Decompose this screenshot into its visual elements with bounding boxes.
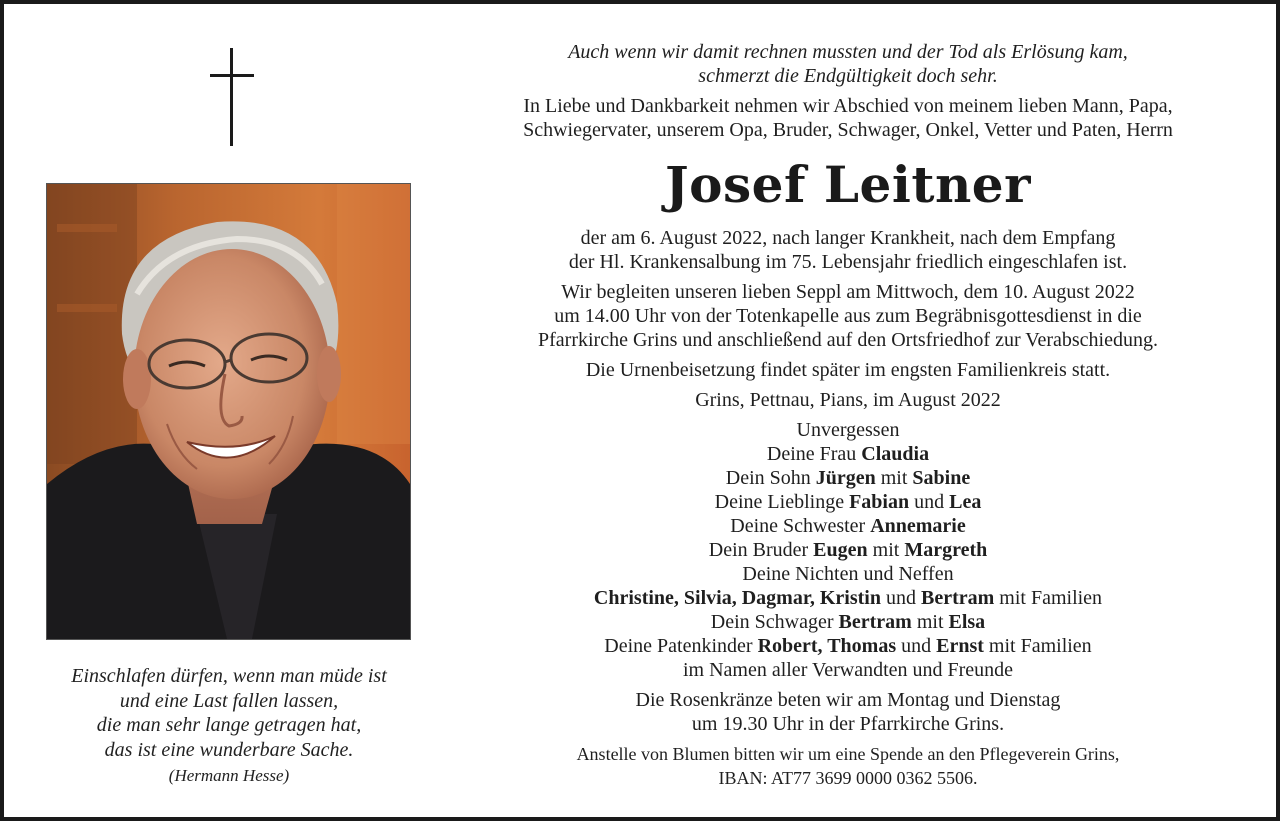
family-brother: Dein Bruder Eugen mit Margreth xyxy=(708,539,988,561)
donation-line: IBAN: AT77 3699 0000 0362 5506. xyxy=(718,768,978,788)
family-brother-in-law: Dein Schwager Bertram mit Elsa xyxy=(710,611,986,633)
place-date: Grins, Pettnau, Pians, im August 2022 xyxy=(695,389,1001,411)
family-godchildren: Deine Patenkinder Robert, Thomas und Ernst mit Familien xyxy=(604,635,1092,657)
family-relatives: im Namen aller Verwandten und Freunde xyxy=(682,659,1014,681)
unforgotten-heading: Unvergessen xyxy=(796,419,900,441)
funeral-line: Pfarrkirche Grins und anschließend auf den Ortsfriedhof zur Verabschiedung. xyxy=(538,329,1158,351)
family-grandchildren: Deine Lieblinge Fabian und Lea xyxy=(714,491,982,513)
poem-line: die man sehr lange getragen hat, xyxy=(96,714,362,736)
death-line: der am 6. August 2022, nach langer Krankheit, nach dem Empfang xyxy=(580,227,1116,249)
portrait-photo xyxy=(46,183,411,640)
family-nieces: Christine, Silvia, Dagmar, Kristin und Bertram mit Familien xyxy=(593,587,1103,609)
poem-line: und eine Last fallen lassen, xyxy=(119,689,339,712)
death-line: der Hl. Krankensalbung im 75. Lebensjahr friedlich eingeschlafen ist. xyxy=(568,251,1128,273)
poem-line: Einschlafen dürfen, wenn man müde ist xyxy=(71,665,387,687)
deceased-name: Josef Leitner xyxy=(665,155,1031,214)
family-son: Dein Sohn Jürgen mit Sabine xyxy=(725,467,971,489)
cross-icon xyxy=(210,48,254,146)
poem-author: (Hermann Hesse) xyxy=(168,766,290,785)
rosary-line: Die Rosenkränze beten wir am Montag und Dienstag xyxy=(635,689,1061,711)
funeral-line: Wir begleiten unseren lieben Seppl am Mittwoch, dem 10. August 2022 xyxy=(561,281,1135,303)
funeral-line: um 14.00 Uhr von der Totenkapelle aus zum Begräbnisgottesdienst in die xyxy=(554,305,1142,327)
motto-line: Auch wenn wir damit rechnen mussten und der Tod als Erlösung kam, xyxy=(568,41,1128,63)
rosary-line: um 19.30 Uhr in der Pfarrkirche Grins. xyxy=(691,713,1005,735)
motto-line: schmerzt die Endgültigkeit doch sehr. xyxy=(698,65,998,87)
intro-line: Schwiegervater, unserem Opa, Bruder, Schwager, Onkel, Vetter und Paten, Herrn xyxy=(523,119,1173,141)
urn-line: Die Urnenbeisetzung findet später im engsten Familienkreis statt. xyxy=(585,359,1111,381)
family-sister: Deine Schwester Annemarie xyxy=(730,515,966,537)
poem-quote xyxy=(34,664,424,789)
family-wife: Deine Frau Claudia xyxy=(766,443,930,465)
poem-line: das ist eine wunderbare Sache. xyxy=(104,738,354,761)
intro-line: In Liebe und Dankbarkeit nehmen wir Abschied von meinem lieben Mann, Papa, xyxy=(523,95,1173,117)
donation-line: Anstelle von Blumen bitten wir um eine Spende an den Pflegeverein Grins, xyxy=(576,744,1120,764)
notice-text xyxy=(448,40,1248,790)
family-nieces-label: Deine Nichten und Neffen xyxy=(742,563,954,585)
